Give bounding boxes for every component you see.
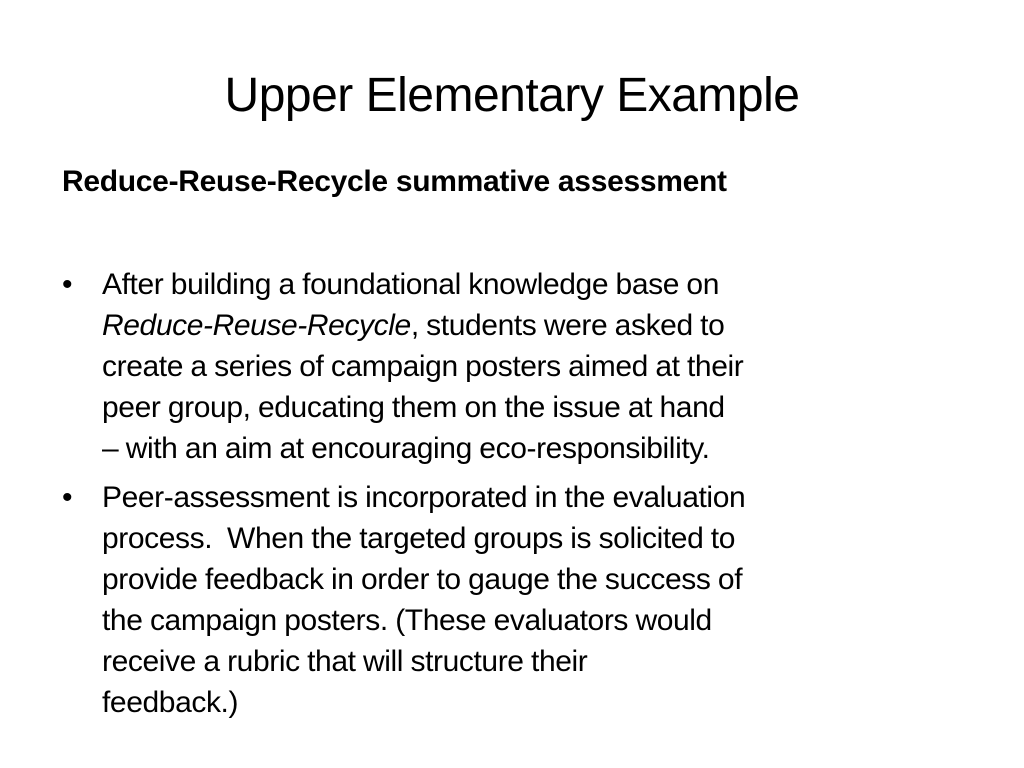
bullet-list: [62, 264, 982, 723]
bullet-2-line-5: receive a rubric that will structure their: [102, 645, 588, 678]
bullet-2-line-4: the campaign posters. (These evaluators would: [102, 604, 712, 637]
bullet-item-1: [62, 264, 982, 469]
bullet-2-line-2: process. When the targeted groups is solicited to: [102, 522, 736, 555]
bullet-item-2: [62, 477, 982, 723]
bullet-1-line-3: create a series of campaign posters aimed at their: [102, 350, 744, 383]
italic-phrase: Reduce-Reuse-Recycle: [102, 309, 411, 342]
bullet-icon: •: [62, 481, 73, 514]
bullet-2-line-1: Peer-assessment is incorporated in the evaluation: [102, 481, 746, 514]
slide-subtitle: Reduce-Reuse-Recycle summative assessment: [62, 165, 727, 198]
slide-title: Upper Elementary Example: [224, 69, 800, 122]
bullet-1-line-5: – with an aim at encouraging eco-responsibility.: [102, 432, 710, 465]
bullet-icon: •: [62, 268, 73, 301]
bullet-1-line-2-rest: , students were asked to: [410, 309, 725, 342]
bullet-1-line-4: peer group, educating them on the issue at hand: [102, 391, 725, 424]
bullet-1-line-1: After building a foundational knowledge base on: [102, 268, 720, 301]
bullet-1-line-2: [102, 305, 982, 346]
bullet-2-line-6: feedback.): [102, 686, 239, 719]
bullet-2-line-3: provide feedback in order to gauge the success of: [102, 563, 743, 596]
